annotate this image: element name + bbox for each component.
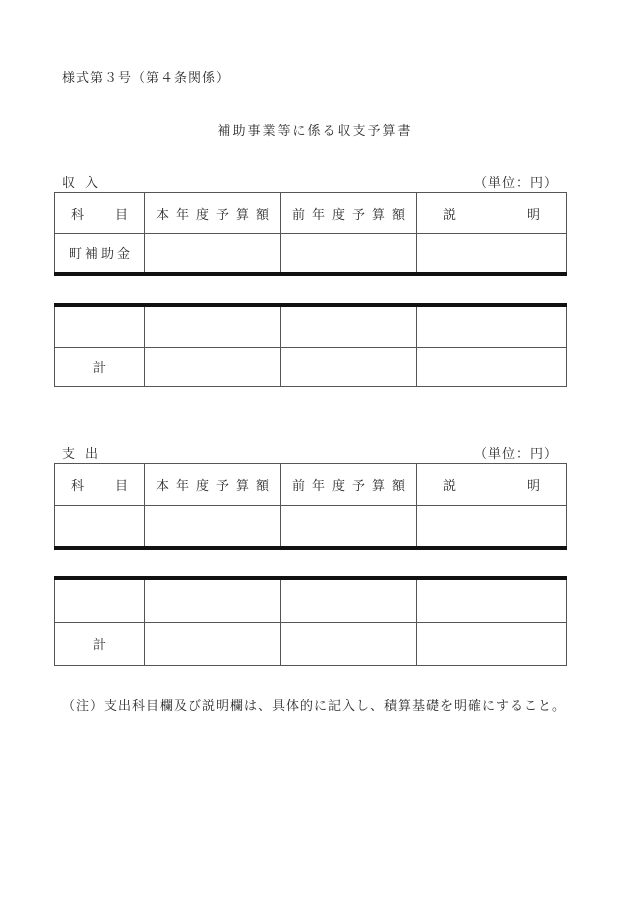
total-description-cell[interactable] [417,347,567,386]
table-row [55,305,567,347]
current-year-cell[interactable] [145,578,281,622]
header-previous-year-label: 前年度予算額 [291,207,412,223]
previous-year-cell[interactable] [281,506,417,548]
item-cell[interactable] [55,234,145,274]
income-unit-label: （単位：円） [473,176,558,191]
item-cell[interactable] [55,305,145,347]
total-label-cell [55,622,145,665]
header-desc-right: 明 [526,479,540,494]
item-cell[interactable] [55,578,145,622]
income-table [54,192,567,276]
footnote: （注）支出科目欄及び説明欄は、具体的に記入し、積算基礎を明確にすること。 [62,699,567,714]
header-description [417,464,567,506]
header-current-year-label: 本年度予算額 [155,207,276,223]
description-cell[interactable] [417,578,567,622]
form-number: 様式第３号（第４条関係） [62,71,231,86]
previous-year-cell[interactable] [281,578,417,622]
description-cell[interactable] [417,305,567,347]
income-total-table [54,303,567,387]
header-previous-year-label: 前年度予算額 [291,479,412,494]
total-label: 計 [92,361,106,376]
header-item-right: 目 [114,207,128,223]
header-description [417,193,567,234]
header-item [55,193,145,234]
header-current-year-label: 本年度予算額 [155,479,276,494]
header-item [55,464,145,506]
expenditure-unit-label: （単位：円） [473,447,558,462]
expenditure-section-label: 支出 [62,447,109,462]
total-current-year-cell[interactable] [145,347,281,386]
header-item-left: 科 [71,207,85,223]
header-item-right: 目 [114,479,128,494]
header-desc-right: 明 [526,207,540,223]
header-item-left: 科 [71,479,85,494]
expenditure-total-table [54,576,567,666]
header-desc-left: 説 [443,479,457,494]
total-previous-year-cell[interactable] [281,347,417,386]
total-previous-year-cell[interactable] [281,622,417,665]
total-label: 計 [92,638,106,653]
income-header-row [55,193,567,234]
current-year-cell[interactable] [145,506,281,548]
previous-year-cell[interactable] [281,234,417,274]
total-description-cell[interactable] [417,622,567,665]
header-previous-year [281,464,417,506]
item-cell[interactable] [55,506,145,548]
income-section-label: 収入 [62,176,109,191]
header-current-year [145,464,281,506]
item-label: 町補助金 [68,247,133,263]
current-year-cell[interactable] [145,234,281,274]
previous-year-cell[interactable] [281,305,417,347]
current-year-cell[interactable] [145,305,281,347]
document-title: 補助事業等に係る収支予算書 [217,124,413,139]
description-cell[interactable] [417,234,567,274]
total-row [55,347,567,386]
description-cell[interactable] [417,506,567,548]
header-previous-year [281,193,417,234]
total-row [55,622,567,665]
total-label-cell [55,347,145,386]
header-desc-left: 説 [443,207,457,223]
table-row [55,234,567,274]
expenditure-table [54,463,567,550]
total-current-year-cell[interactable] [145,622,281,665]
header-current-year [145,193,281,234]
table-row [55,578,567,622]
expenditure-header-row [55,464,567,506]
table-row [55,506,567,548]
